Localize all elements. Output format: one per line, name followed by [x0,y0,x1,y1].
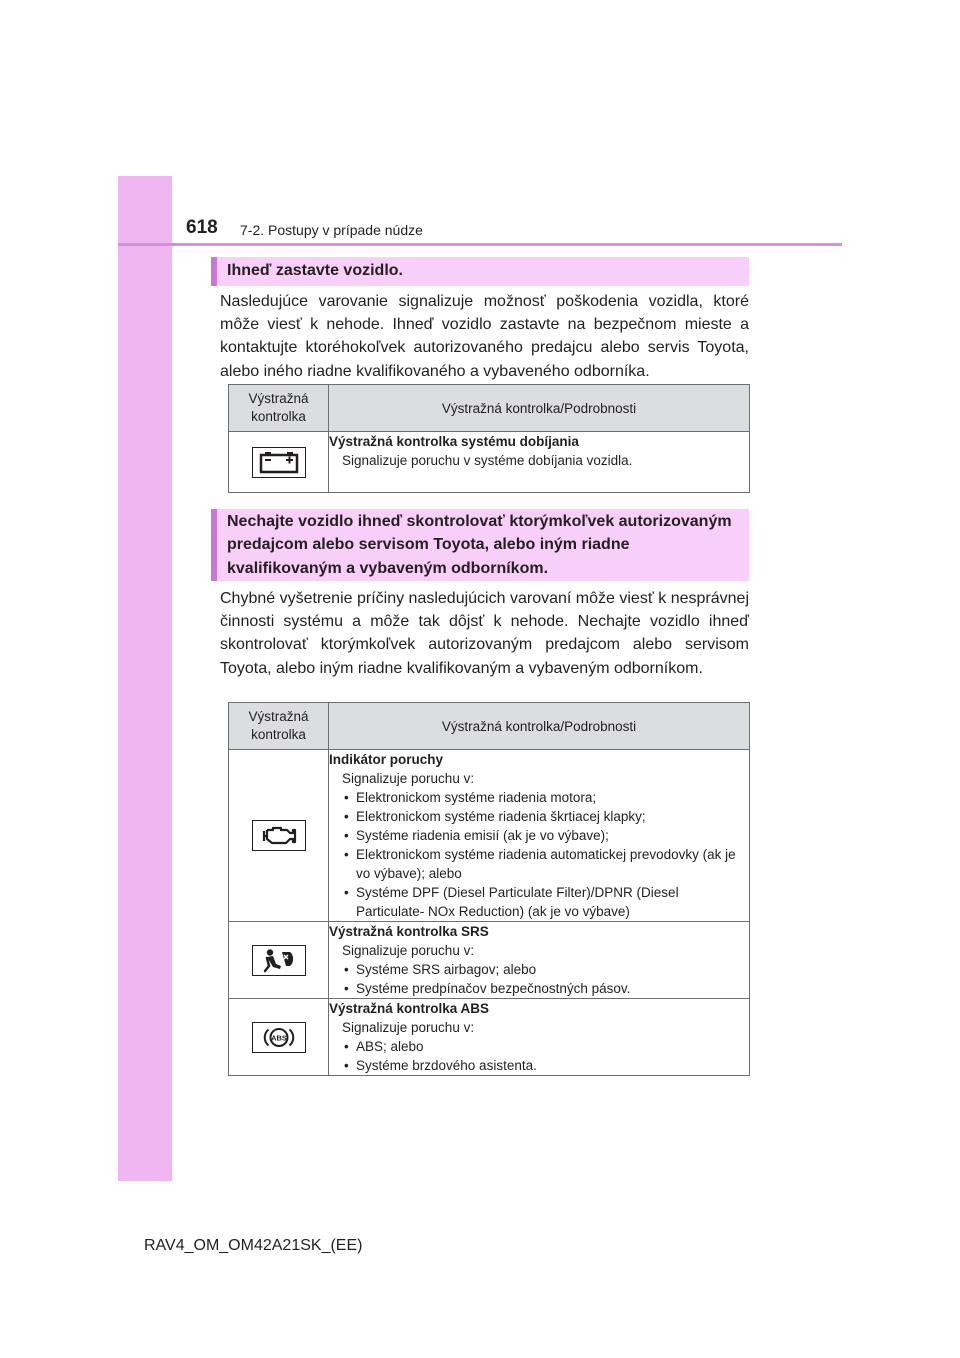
col-header-details: Výstražná kontrolka/Podrobnosti [329,385,750,432]
description-cell [329,922,750,999]
bullet-list [329,1037,749,1075]
abs-icon [252,1022,306,1053]
icon-cell [229,999,329,1076]
icon-cell [229,922,329,999]
list-item: • ABS; alebo [329,1037,749,1056]
table-row [229,999,750,1076]
table-row [229,922,750,999]
footer-doc-code: RAV4_OM_OM42A21SK_(EE) [144,1237,363,1254]
icon-cell [229,750,329,922]
list-item: • Systéme riadenia emisií (ak je vo výbave); [329,826,749,845]
row-title: Výstražná kontrolka SRS [329,924,489,939]
row-title: Výstražná kontrolka systému dobíjania [329,434,579,449]
col-header-light: Výstražná kontrolka [229,385,329,432]
chapter-sidebar-tab [118,176,172,1181]
table-header-row [229,385,750,432]
table-row [229,750,750,922]
row-text: Signalizuje poruchu v: [342,1020,475,1035]
section-title: 7-2. Postupy v prípade núdze [240,222,423,238]
battery-icon [252,447,306,478]
header-rule [118,243,842,246]
row-text: Signalizuje poruchu v systéme dobíjania vozidla. [342,453,633,468]
description-cell [329,432,750,493]
table-row [229,432,750,493]
list-item: • Elektronickom systéme riadenia automatickej prevodovky (ak je vo výbave); alebo [329,845,749,883]
page-number: 618 [186,217,218,238]
list-item: • Systéme DPF (Diesel Particulate Filter)/DPNR (Diesel Particulate- NOx Reduction) (ak je vo výbave) [329,883,749,921]
description-cell [329,999,750,1076]
bullet-list [329,788,749,921]
inspection-paragraph: Chybné vyšetrenie príčiny nasledujúcich varovaní môže viesť k nesprávnej činnosti systému a môže tak dôjsť k nehode. Nechajte vozidlo ihneď skontrolovať ktorýmkoľvek autorizovaným predajcom alebo servisom Toyota, alebo iným riadne kvalifikovaným a vybaveným odborníkom. [220,590,749,677]
table-header-row [229,703,750,750]
list-item: • Elektronickom systéme riadenia škrtiacej klapky; [329,807,749,826]
warning-table-charging [228,384,750,493]
abs-icon-label: ABS [270,1033,287,1042]
engine-icon [252,820,306,851]
row-text: Signalizuje poruchu v: [342,771,475,786]
list-item: • Systéme predpínačov bezpečnostných pásov. [329,979,749,998]
stop-vehicle-banner: Ihneď zastavte vozidlo. [211,257,749,286]
list-item: • Systéme SRS airbagov; alebo [329,960,749,979]
row-title: Indikátor poruchy [329,752,444,767]
list-item: • Systéme brzdového asistenta. [329,1056,749,1075]
inspection-banner: Nechajte vozidlo ihneď skontrolovať ktorýmkoľvek autorizovaným predajcom alebo servisom Toyota, alebo iným riadne kvalifikovaným a vybaveným odborníkom. [211,509,749,581]
description-cell [329,750,750,922]
col-header-light: Výstražná kontrolka [229,703,329,750]
list-item: • Elektronickom systéme riadenia motora; [329,788,749,807]
bullet-list [329,960,749,998]
row-text: Signalizuje poruchu v: [342,943,475,958]
stop-vehicle-paragraph: Nasledujúce varovanie signalizuje možnosť poškodenia vozidla, ktoré môže viesť k nehode. Ihneď vozidlo zastavte na bezpečnom mieste a kontaktujte ktoréhokoľvek autorizovaného predajcu alebo servis Toyota, alebo iného riadne kvalifikovaného a vybaveného odborníka. [220,293,749,380]
airbag-icon [252,945,306,976]
icon-cell [229,432,329,493]
col-header-details: Výstražná kontrolka/Podrobnosti [329,703,750,750]
row-title: Výstražná kontrolka ABS [329,1001,490,1016]
warning-table-inspection [228,702,750,1076]
